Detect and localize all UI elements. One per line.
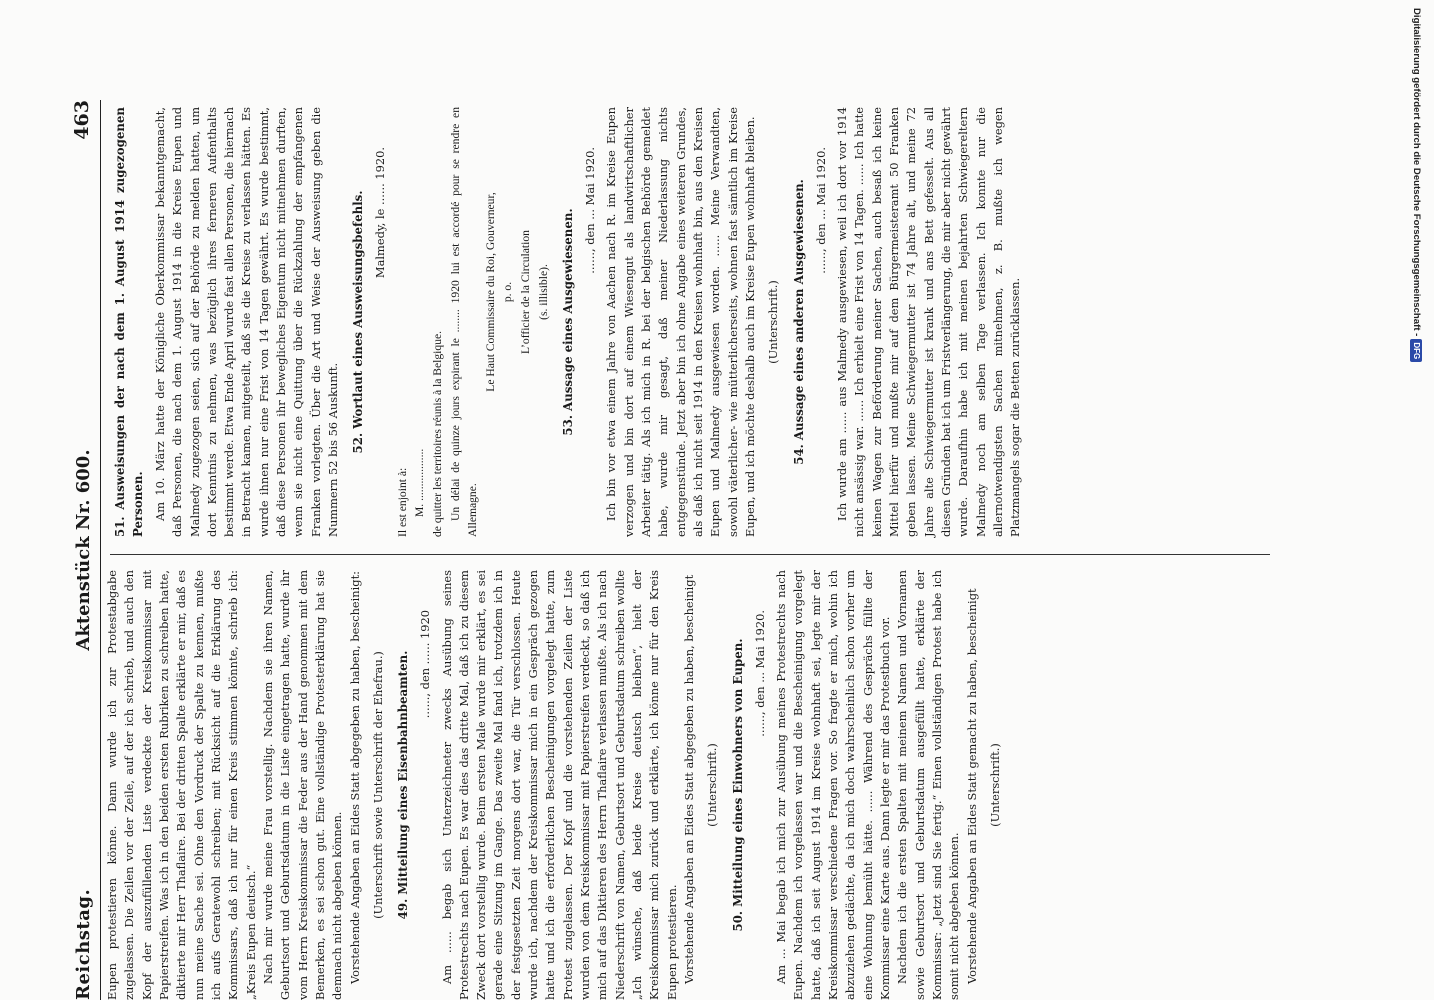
- dateline: ......, den ... Mai 1920.: [583, 147, 598, 274]
- paragraph: Vorstehende Angaben an Eides Statt abgegeben zu haben, bescheinigt: [682, 574, 697, 984]
- section-heading-54: 54. Aussage eines anderen Ausgewiesenen.: [791, 179, 806, 465]
- paragraph: Am 10. März hatte der Königliche Oberkommissar bekanntgemacht, daß Personen, die nach dem 1. August 1914 in die Kreise Eupen und Malmedy zugezogen seien, sich auf der Behörde zu melden hatten, um dort Kenntnis zu nehmen, was bezüglich ihres ferneren Aufenthalts bestimmt werde. Etwa Ende April wurde fast allen Personen, die hiernach in Betracht kamen, mitgeteilt, daß sie die Kreise zu verlassen hätten. Es wurde ihnen nur eine Frist von 14 Tagen gewährt. Es wurde bestimmt, daß diese Personen ihr bewegliches Eigentum nicht mitnehmen durften, wenn sie nicht eine Quittung über die Rückzahlung der empfangenen Franken vorlegten. Über die Art und Weise der Ausweisung geben die Nummern 52 bis 56 Auskunft.: [152, 107, 341, 537]
- paragraph: Vorstehende Angaben an Eides Statt gemacht zu haben, bescheinigt: [964, 588, 979, 984]
- order-line: de quitter les territoires réunis à la Belgique.: [430, 330, 444, 537]
- section-heading-52: 52. Wortlaut eines Ausweisungsbefehls.: [351, 190, 366, 454]
- french-order-text: [394, 107, 552, 537]
- dateline: ......, den ...... 1920: [418, 610, 433, 719]
- section-heading-51: 51. Ausweisungen der nach dem 1. August 1914 zugezogenen Personen.: [113, 107, 145, 537]
- order-line: Un délai de quinze jours expirant le ........ 1920 lui est accordé pour se rendre en Allemagne.: [448, 107, 480, 537]
- column-divider: [110, 554, 1270, 555]
- paragraph: Ich wurde am ...... aus Malmedy ausgewiesen, weil ich dort vor 1914 nicht ansässig war. ...... Ich erhielt eine Frist von 14 Tagen. ...... Ich hatte keinen Wagen zur Beförderung meiner Sachen, auch besaß ich keine Mittel hierfür und mußte mir auf dem Bürgermeisteramt 50 Franken geben lassen. Meine Schwiegermutter ist 74 Jahre alt, und meine 72 Jahre alte Schwiegermutter ist krank und ans Bett gefesselt. Aus all diesen Gründen bat ich um Fristverlängerung, die mir aber nicht gewährt wurde. Daraufhin habe ich mit meinen bejahrten Schwiegereltern Malmedy noch am selben Tage verlassen. Ich konnte nur die allernotwendigsten Sachen mitnehmen, z. B. mußte ich wegen Platzmangels sogar die Betten zurücklassen.: [834, 107, 1023, 537]
- dateline: ......, den ... Mai 1920.: [813, 147, 828, 274]
- digitization-note-text: Digitalisierung gefördert durch die Deutsche Forschungsgemeinschaft -: [1411, 8, 1422, 337]
- right-column: [104, 107, 1284, 545]
- dateline: Malmedy, le ...... 1920.: [373, 147, 388, 279]
- order-signature-block: [482, 107, 552, 537]
- order-line: L’officier de la Circulation: [518, 230, 532, 354]
- digitization-note: [1406, 8, 1426, 992]
- header-left: Reichstag.: [73, 888, 94, 1000]
- paragraph: Ich bin vor etwa einem Jahre von Aachen nach R. im Kreise Eupen verzogen und bin dort auf einem Wiesengut als landwirtschaftlicher Arbeiter tätig. Als ich mich in R. bei der belgischen Behörde gemeldet habe, wurde mir gesagt, daß meiner Niederlassung nichts entgegenstünde. Jetzt aber bin ich ohne Angabe eines weiteren Grundes, als daß ich nicht seit 1914 in den Kreisen wohnhaft bin, aus den Kreisen Eupen und Malmedy ausgewiesen worden. ...... Meine Verwandten, sowohl väterlicher- wie mütterlicherseits, wohnen fast sämtlich im Kreise Eupen, und ich möchte deshalb auch im Kreise Eupen wohnhaft bleiben.: [604, 107, 758, 537]
- order-line: Il est enjoint à:: [395, 467, 409, 537]
- section-heading-49: 49. Mitteilung eines Eisenbahnbeamten.: [396, 650, 411, 920]
- section-heading-53: 53. Aussage eines Ausgewiesenen.: [561, 208, 576, 436]
- order-line: (s. illisible).: [536, 264, 550, 320]
- paragraph: Nachdem ich die ersten Spalten mit meinem Namen und Vornamen sowie Geburtsort und Geburtsdatum ausgefüllt hatte, erklärte der Kommissar: „Jetzt sind Sie fertig.“ Einen vollständigen Protest habe ich somit nicht abgeben können.: [895, 570, 962, 1000]
- paragraph: Nach mir wurde meine Frau vorstellig. Nachdem sie ihren Namen, Geburtsort und Geburtsdatum in die Liste eingetragen hatte, wurde ihr vom Herrn Kreiskommissar die Feder aus der Hand genommen mit dem Bemerken, es sei schon gut. Eine vollständige Protesterklärung hat sie demnach nicht abgeben können.: [260, 570, 345, 1000]
- signature-line: (Unterschrift.): [705, 743, 720, 827]
- signature-line: (Unterschrift.): [766, 280, 781, 364]
- signature-line: (Unterschrift sowie Unterschrift der Ehefrau.): [370, 651, 385, 919]
- signature-line: (Unterschrift.): [987, 743, 1002, 827]
- order-line: M. ..................: [413, 448, 427, 517]
- paragraph: Eupen protestieren könne. Dann wurde ich zur Protestabgabe zugelassen. Die Zeilen vor der Zeile, auf der ich schrieb, und auch den Kopf der auszufüllenden Liste verdeckte der Kreiskommissar mit Papierstreifen. Was ich in den beiden ersten Rubriken zu schreiben hatte, diktierte mir Herr Thaflaire. Bei der dritten Spalte erklärte er mir, daß es nun meine Sache sei. Ohne den Vordruck der Spalte zu kennen, mußte ich aufs Geratewohl schreiben; mit Rücksicht auf die Erklärung des Kommissars, daß ich nur für einen Kreis stimmen könnte, schrieb ich: „Kreis Eupen deutsch.“: [105, 570, 258, 1000]
- paragraph: Am ... Mai begab ich mich zur Ausübung meines Protestrechts nach Eupen. Nachdem ich vorgelassen war und die Bescheinigung vorgelegt hatte, daß ich seit August 1914 im Kreise wohnhaft sei, legte mir der Kreiskommissar verschiedene Fragen vor. So fragte er mich, wohin ich abzuziehen gedächte, da ich mich doch wahrscheinlich schon vorher um eine Wohnung bemüht hätte. ...... Während des Gesprächs füllte der Kommissar eine Karte aus. Dann legte er mir das Protestbuch vor.: [774, 570, 892, 1000]
- dfg-badge: DFG: [1410, 339, 1422, 362]
- header-title: Aktenstück Nr. 600.: [73, 449, 94, 651]
- left-column: [104, 562, 1284, 1000]
- section-heading-50: 50. Mitteilung eines Einwohners von Eupen.: [730, 638, 745, 932]
- paragraph: Vorstehende Angaben an Eides Statt abgegeben zu haben, bescheinigt:: [347, 571, 362, 984]
- document-page: [60, 100, 1300, 1000]
- order-line: p. o.: [501, 281, 515, 303]
- paragraph: Am ...... begab sich Unterzeichneter zwecks Ausübung seines Protestrechts nach Eupen. Es war dies das dritte Mal, daß ich zu diesem Zweck dort vorstellig wurde. Beim ersten Male wurde mir erklärt, es sei gerade eine Sitzung im Gange. Das zweite Mal fand ich, trotzdem ich in der festgesetzten Zeit morgens dort war, die Tür verschlossen. Heute wurde ich, nachdem der Kreiskommissar mich in ein Gespräch gezogen hatte und ich die erforderlichen Bescheinigungen vorgelegt hatte, zum Protest zugelassen. Der Kopf und die vorstehenden Zeilen der Liste wurden von dem Kreiskommissar mit Papierstreifen verdeckt, so daß ich mich auf das Diktieren des Herrn Thaflaire verlassen mußte. Als ich nach Niederschrift von Namen, Geburtsort und Geburtsdatum schreiben wollte „Ich wünsche, daß beide Kreise deutsch bleiben“, hielt der Kreiskommissar mich zurück und erklärte, ich könne nur für den Kreis Eupen protestieren.: [439, 570, 679, 1000]
- order-line: Le Haut Commissaire du Roi, Gouverneur,: [483, 192, 497, 392]
- page-header: [60, 100, 101, 1000]
- dateline: ......, den ... Mai 1920.: [752, 610, 767, 737]
- page-number: 463: [71, 100, 93, 140]
